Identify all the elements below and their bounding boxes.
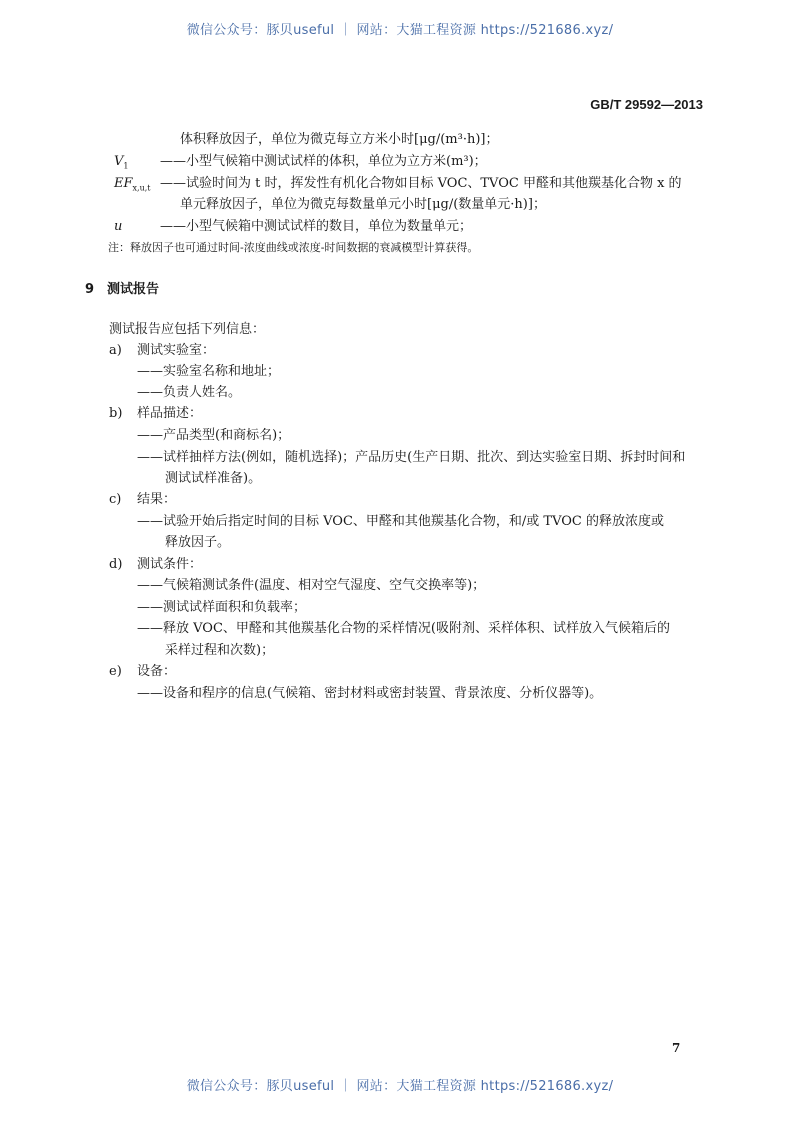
- item-c-line-cont: 释放因子。: [165, 535, 231, 550]
- item-e-title: 设备：: [137, 664, 177, 679]
- symbol-v1: $V_1$: [114, 154, 129, 171]
- symbol-ef: $EF_{x,u,t}$: [114, 176, 151, 193]
- definition-ef-cont: 单元释放因子，单位为微克每数量单元小时[μg/(数量单元·h)]；: [180, 197, 546, 212]
- standard-number: GB/T 29592—2013: [590, 97, 703, 112]
- item-c-line: ——试验开始后指定时间的目标 VOC、甲醛和其他羰基化合物，和/或 TVOC 的释放浓度或: [137, 514, 664, 529]
- definition-line-volume-factor: 体积释放因子，单位为微克每立方米小时[μg/(m³·h)]；: [180, 132, 499, 147]
- item-a-line: ——实验室名称和地址；: [137, 364, 281, 379]
- item-a-title: 测试实验室：: [137, 343, 216, 358]
- item-c-label: c): [109, 492, 122, 507]
- item-a-line: ——负责人姓名。: [137, 385, 242, 400]
- definition-u: ——小型气候箱中测试试样的数目，单位为数量单元；: [160, 219, 473, 234]
- item-e-line: ——设备和程序的信息(气候箱、密封材料或密封装置、背景浓度、分析仪器等)。: [137, 686, 603, 701]
- item-b-line: ——产品类型(和商标名)；: [137, 428, 291, 443]
- item-b-line: ——试样抽样方法(例如，随机选择)；产品历史(生产日期、批次、到达实验室日期、拆封时间和: [137, 450, 686, 465]
- item-d-line: ——气候箱测试条件(温度、相对空气湿度、空气交换率等)；: [137, 578, 486, 593]
- watermark-header: 微信公众号：豚贝useful ｜ 网站：大猫工程资源 https://521686.xyz/: [186, 23, 614, 38]
- section-heading: [85, 278, 159, 297]
- item-b-line-cont: 测试试样准备)。: [165, 471, 262, 486]
- item-d-line-cont: 采样过程和次数)；: [165, 643, 275, 658]
- item-e-label: e): [109, 664, 122, 679]
- section-title: 测试报告: [107, 282, 160, 297]
- section-number: 9: [85, 282, 95, 297]
- item-d-title: 测试条件：: [137, 557, 203, 572]
- item-d-line: ——测试试样面积和负载率；: [137, 600, 307, 615]
- item-c-title: 结果：: [137, 492, 177, 507]
- note: 注：释放因子也可通过时间-浓度曲线或浓度-时间数据的衰减模型计算获得。: [108, 241, 479, 254]
- item-d-label: d): [109, 557, 123, 572]
- item-b-label: b): [109, 406, 123, 421]
- symbol-u: u: [114, 219, 123, 234]
- item-d-line: ——释放 VOC、甲醛和其他羰基化合物的采样情况(吸附剂、采样体积、试样放入气候箱后的: [137, 621, 670, 636]
- section-intro: 测试报告应包括下列信息：: [109, 322, 266, 337]
- definition-ef: ——试验时间为 t 时，挥发性有机化合物如目标 VOC、TVOC 甲醛和其他羰基化合物 x 的: [160, 176, 682, 191]
- item-b-title: 样品描述：: [137, 406, 203, 421]
- definition-v1: ——小型气候箱中测试试样的体积，单位为立方米(m³)；: [160, 154, 487, 169]
- watermark-footer: 微信公众号：豚贝useful ｜ 网站：大猫工程资源 https://521686.xyz/: [186, 1079, 614, 1094]
- item-a-label: a): [109, 343, 122, 358]
- page-number: 7: [672, 1041, 681, 1055]
